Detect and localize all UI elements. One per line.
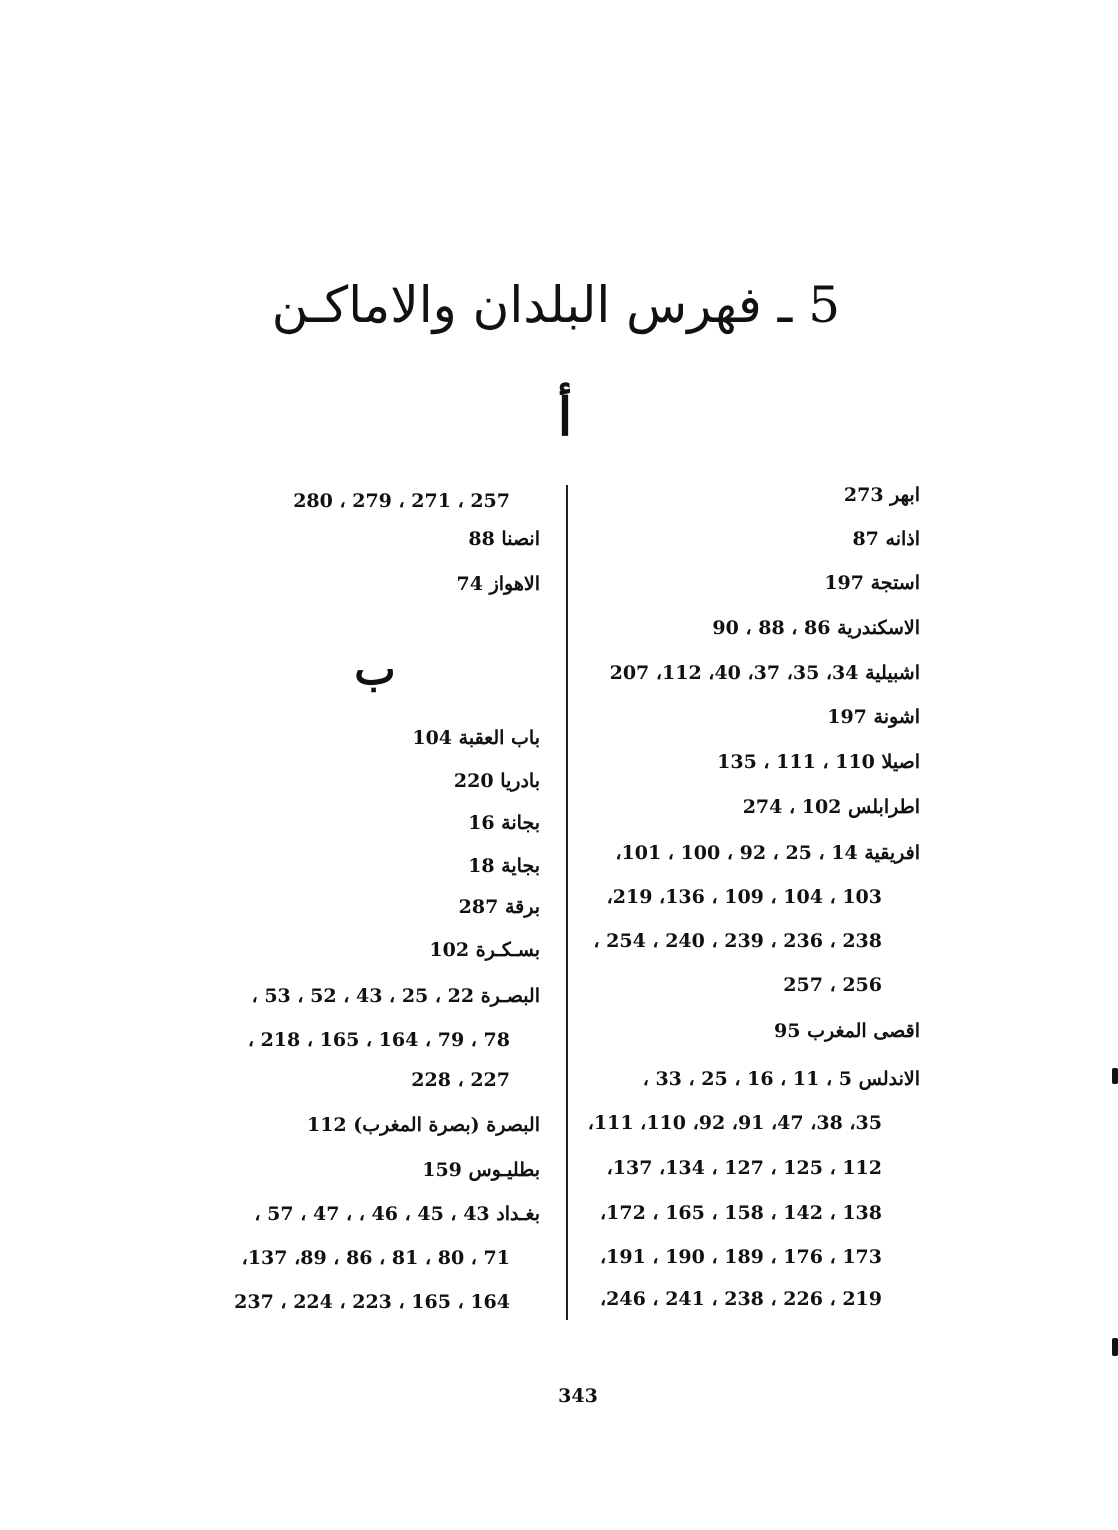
index-entry-continued: 164 ، 165 ، 223 ، 224 ، 237 [234, 1291, 510, 1313]
index-entry-continued: 78 ، 79 ، 164 ، 165 ، 218 ، [247, 1029, 510, 1051]
index-entry: استجة 197 [824, 572, 920, 594]
index-entry: الاندلس 5 ، 11 ، 16 ، 25 ، 33 ، [642, 1068, 920, 1090]
index-entry-continued: 238 ، 236 ، 239 ، 240 ، 254 ، [593, 930, 882, 952]
index-entry: اذانه 87 [852, 528, 920, 550]
index-entry: ابهر 273 [843, 484, 920, 506]
index-entry-continued: 256 ، 257 [783, 974, 882, 996]
index-entry-continued: 71 ، 80 ، 81 ، 86 ، 89، 137، [241, 1247, 510, 1269]
index-entry: برقة 287 [458, 896, 540, 918]
index-entry: بطليـوس 159 [422, 1159, 540, 1181]
index-entry: باب العقبة 104 [412, 727, 540, 749]
index-entry: اصيلا 110 ، 111 ، 135 [717, 751, 920, 773]
index-entry: البصـرة 22 ، 25 ، 43 ، 52 ، 53 ، [251, 985, 540, 1007]
index-entry-continued: 112 ، 125 ، 127 ، 134، 137، [606, 1157, 882, 1179]
index-entry: بسـكـرة 102 [429, 939, 540, 961]
index-entry: بادريا 220 [453, 770, 540, 792]
index-entry: اطرابلس 102 ، 274 [742, 796, 920, 818]
index-entry-continued: 173 ، 176 ، 189 ، 190 ، 191، [600, 1246, 882, 1268]
index-entry: الاسكندرية 86 ، 88 ، 90 [712, 617, 920, 639]
index-entry: انصنا 88 [468, 528, 540, 550]
index-entry-continued: 219 ، 226 ، 238 ، 241 ، 246، [600, 1288, 882, 1310]
index-entry: اشونة 197 [827, 706, 920, 728]
column-divider [566, 485, 568, 1320]
section-heading-alif: أ [557, 387, 573, 448]
index-entry-continued: 227 ، 228 [411, 1069, 510, 1091]
index-entry: اشبيلية 34، 35، 37، 40، 112، 207 [609, 662, 920, 684]
index-entry-continued: 138 ، 142 ، 158 ، 165 ، 172، [600, 1202, 882, 1224]
page-number: 343 [558, 1385, 598, 1407]
index-entry: البصرة (بصرة المغرب) 112 [306, 1114, 540, 1136]
index-entry-continued: 35، 38، 47، 91، 92، 110، 111، [587, 1112, 882, 1134]
section-heading-ba: ب [354, 644, 396, 695]
index-entry-continued: 103 ، 104 ، 109 ، 136، 219، [606, 886, 882, 908]
scan-edge-mark [1112, 1338, 1118, 1356]
index-entry: بجانة 16 [468, 812, 540, 834]
index-entry: اقصى المغرب 95 [774, 1020, 920, 1042]
index-entry: افريقية 14 ، 25 ، 92 ، 100 ، 101، [615, 842, 920, 864]
index-entry-continued: 257 ، 271 ، 279 ، 280 [293, 490, 510, 512]
page-title: 5 ـ فهرس البلدان والاماكـن [271, 276, 840, 334]
scan-edge-mark [1112, 1068, 1118, 1084]
index-entry: بجاية 18 [468, 855, 540, 877]
index-entry: الاهواز 74 [456, 573, 540, 595]
index-entry: بغـداد 43 ، 45 ، 46 ، ، 47 ، 57 ، [254, 1203, 540, 1225]
